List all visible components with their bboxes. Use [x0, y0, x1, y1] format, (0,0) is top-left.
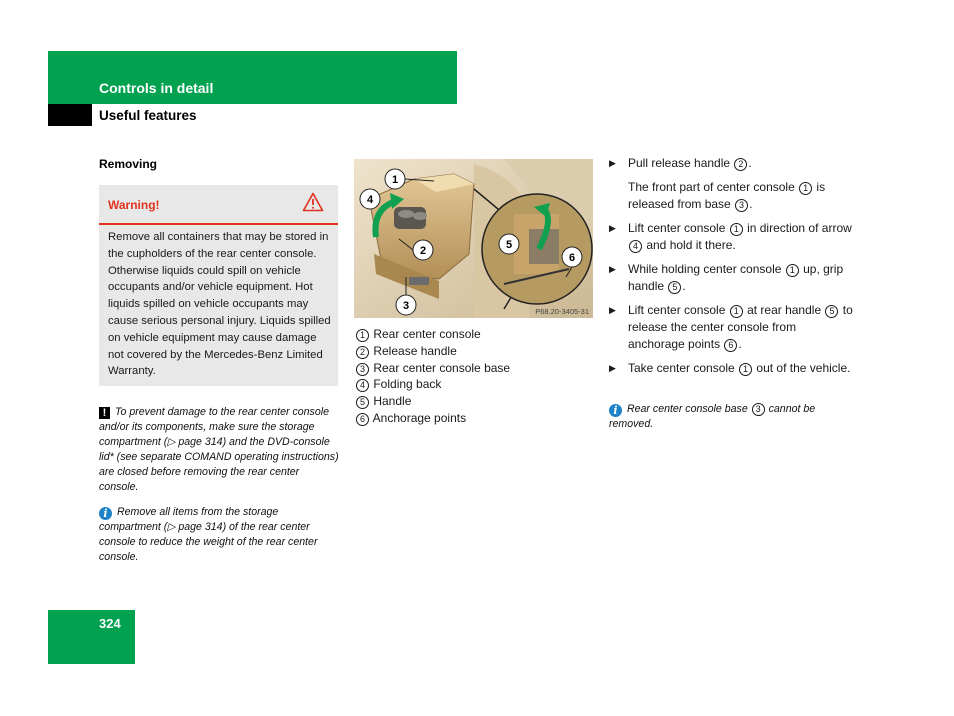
- bullet-arrow-icon: ▶: [609, 363, 616, 373]
- step-item: ▶ Lift center console 1 in direction of arrow 4 and hold it there.: [609, 221, 852, 252]
- figure-code: P68.20-3405-31: [535, 307, 589, 316]
- warning-triangle-icon: [302, 192, 324, 212]
- bullet-arrow-icon: ▶: [609, 223, 616, 233]
- info-note-text: Remove all items from the storage compartment (▷ page 314) of the rear center console to reduce the weight of the rear center console.: [99, 506, 318, 563]
- bullet-arrow-icon: ▶: [609, 264, 616, 274]
- bullet-arrow-icon: ▶: [609, 158, 616, 168]
- exclamation-icon: !: [99, 407, 110, 419]
- step-item: ▶ Take center console 1 out of the vehicle.: [609, 361, 851, 375]
- legend-item: 1 Rear center console: [355, 326, 510, 343]
- callout-4: 4: [366, 194, 374, 206]
- legend-item: 2 Release handle: [355, 343, 510, 360]
- bullet-arrow-icon: ▶: [609, 305, 616, 315]
- step-result: The front part of center console 1 is released from base 3 .: [628, 180, 826, 211]
- info-note: [99, 505, 341, 565]
- callout-1: 1: [391, 174, 399, 186]
- info-icon: i: [99, 507, 112, 520]
- legend-item: 6 Anchorage points: [355, 410, 510, 427]
- header-bar: [48, 51, 457, 104]
- subsection-title: Useful features: [99, 108, 197, 123]
- page-number-box: [48, 610, 135, 664]
- page-number: 324: [99, 616, 121, 631]
- warning-text: Remove all containers that may be stored in the cupholders of the rear center console. Otherwise liquids could spill on vehicle occupants and/or vehicle equipment. Hot liquids spilled on vehicle occupants may cause serious personal injury. Liquids spilled on vehicle equipment may cause damage not covered by the Mercedes-Benz Limited Warranty.: [108, 231, 331, 378]
- legend-item: 3 Rear center console base: [355, 360, 510, 377]
- removing-heading: Removing: [99, 157, 158, 171]
- caution-note-text: To prevent damage to the rear center console and/or its components, make sure the storage compartment (▷ page 314) and the DVD-console lid* (see separate COMAND operating instructions) are closed before removing the rear center console.: [99, 406, 339, 493]
- instruction-steps: [609, 155, 854, 384]
- caution-note: [99, 405, 341, 495]
- console-photo: [354, 159, 593, 318]
- callout-2: 2: [419, 245, 427, 257]
- step-item: ▶ Lift center console 1 at rear handle 5 to release the center console from anchorage points 6 .: [609, 303, 853, 351]
- subsection-marker: [48, 104, 92, 126]
- warning-title: Warning!: [108, 198, 160, 212]
- callout-3: 3: [402, 300, 410, 312]
- legend-item: 5 Handle: [355, 393, 510, 410]
- legend-item: 4 Folding back: [355, 376, 510, 393]
- callout-5: 5: [505, 239, 513, 251]
- step-item: ▶ Pull release handle 2 .: [609, 156, 752, 170]
- figure-legend: [355, 326, 510, 427]
- warning-divider: [99, 223, 338, 225]
- section-title: Controls in detail: [99, 80, 214, 96]
- step-item: ▶ While holding center console 1 up, grip handle 5 .: [609, 262, 844, 293]
- info-note-base: i Rear center console base 3 cannot be removed.: [609, 403, 816, 430]
- callout-6: 6: [568, 252, 576, 264]
- info-icon: i: [609, 404, 622, 417]
